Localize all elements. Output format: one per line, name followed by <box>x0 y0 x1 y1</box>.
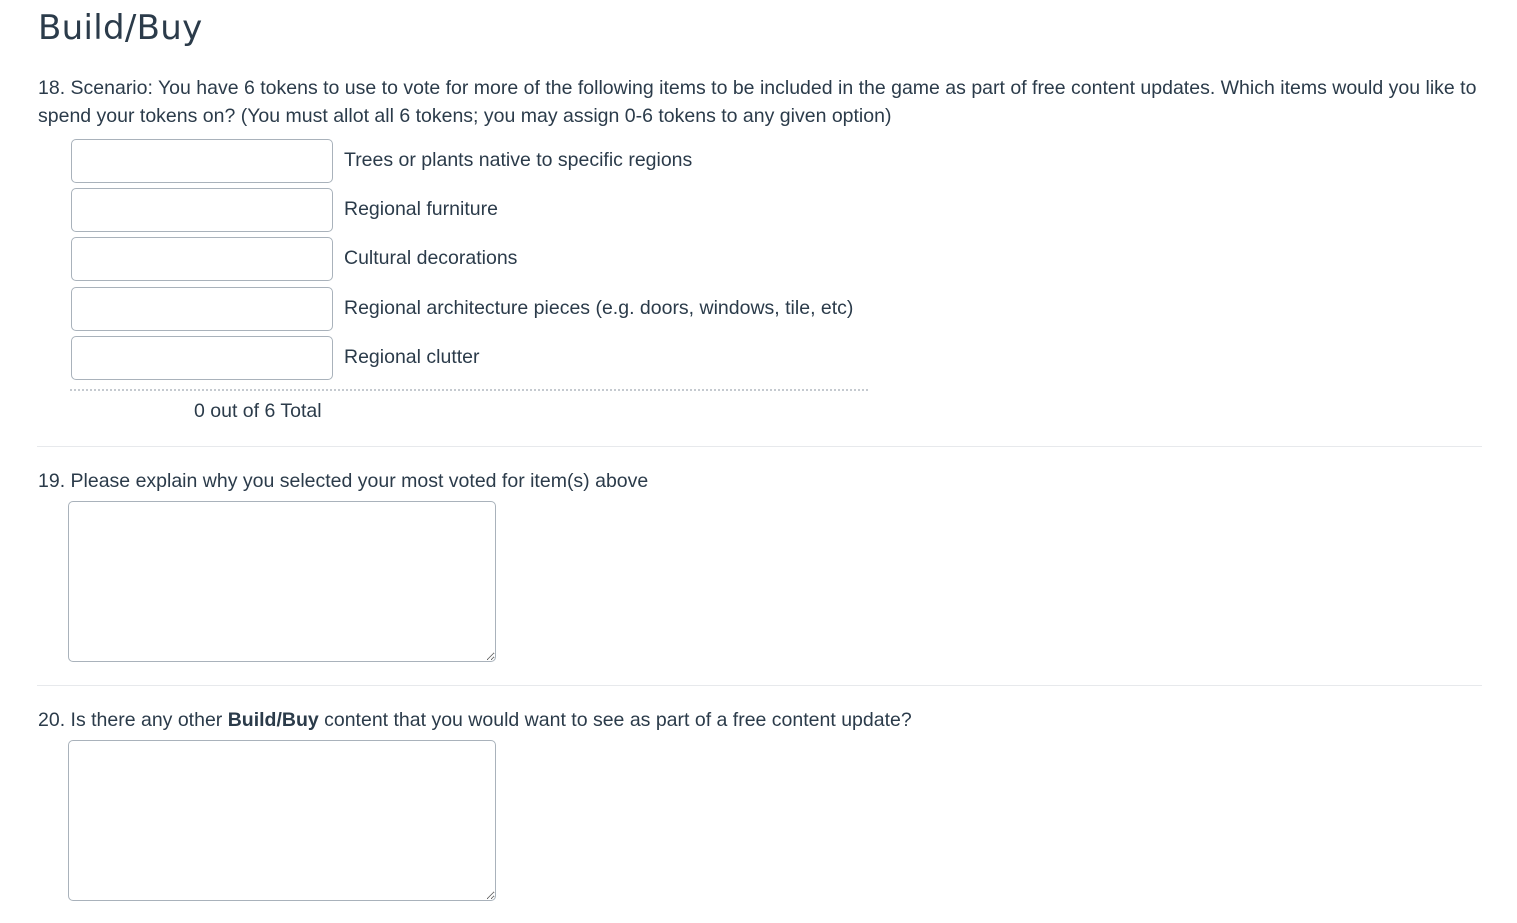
question-20-textarea[interactable] <box>68 740 496 901</box>
decorations-token-input[interactable] <box>71 237 333 281</box>
trees-token-input[interactable] <box>71 139 333 183</box>
architecture-label: Regional architecture pieces (e.g. doors, windows, tile, etc) <box>344 297 854 319</box>
question-20-text-after: content that you would want to see as part of a free content update? <box>318 709 912 731</box>
question-20-text <box>38 709 912 732</box>
allocation-row-furniture <box>71 188 871 232</box>
question-divider <box>37 685 1482 686</box>
decorations-label: Cultural decorations <box>344 247 518 269</box>
question-19-textarea[interactable] <box>68 501 496 662</box>
trees-label: Trees or plants native to specific regions <box>344 149 693 171</box>
architecture-token-input[interactable] <box>71 287 333 331</box>
allocation-row-architecture <box>71 287 871 331</box>
furniture-token-input[interactable] <box>71 188 333 232</box>
section-title: Build/Buy <box>38 8 203 48</box>
token-total: 0 out of 6 Total <box>194 400 322 422</box>
clutter-label: Regional clutter <box>344 346 480 368</box>
allocation-row-clutter <box>71 336 871 380</box>
question-20-text-before: 20. Is there any other <box>38 709 228 731</box>
allocation-row-decorations <box>71 237 871 281</box>
question-19-text: 19. Please explain why you selected your most voted for item(s) above <box>38 470 649 492</box>
clutter-token-input[interactable] <box>71 336 333 380</box>
furniture-label: Regional furniture <box>344 198 498 220</box>
allocation-row-trees <box>71 139 871 183</box>
question-divider <box>37 446 1482 447</box>
total-separator <box>70 389 868 391</box>
question-18-text: 18. Scenario: You have 6 tokens to use to vote for more of the following items to be included in the game as part of free content updates. Which items would you like to spend your tokens on? (You must allot all 6 tokens; you may assign 0-6 tokens to any given option) <box>38 77 1477 127</box>
question-20-bold-keyword: Build/Buy <box>227 709 319 731</box>
